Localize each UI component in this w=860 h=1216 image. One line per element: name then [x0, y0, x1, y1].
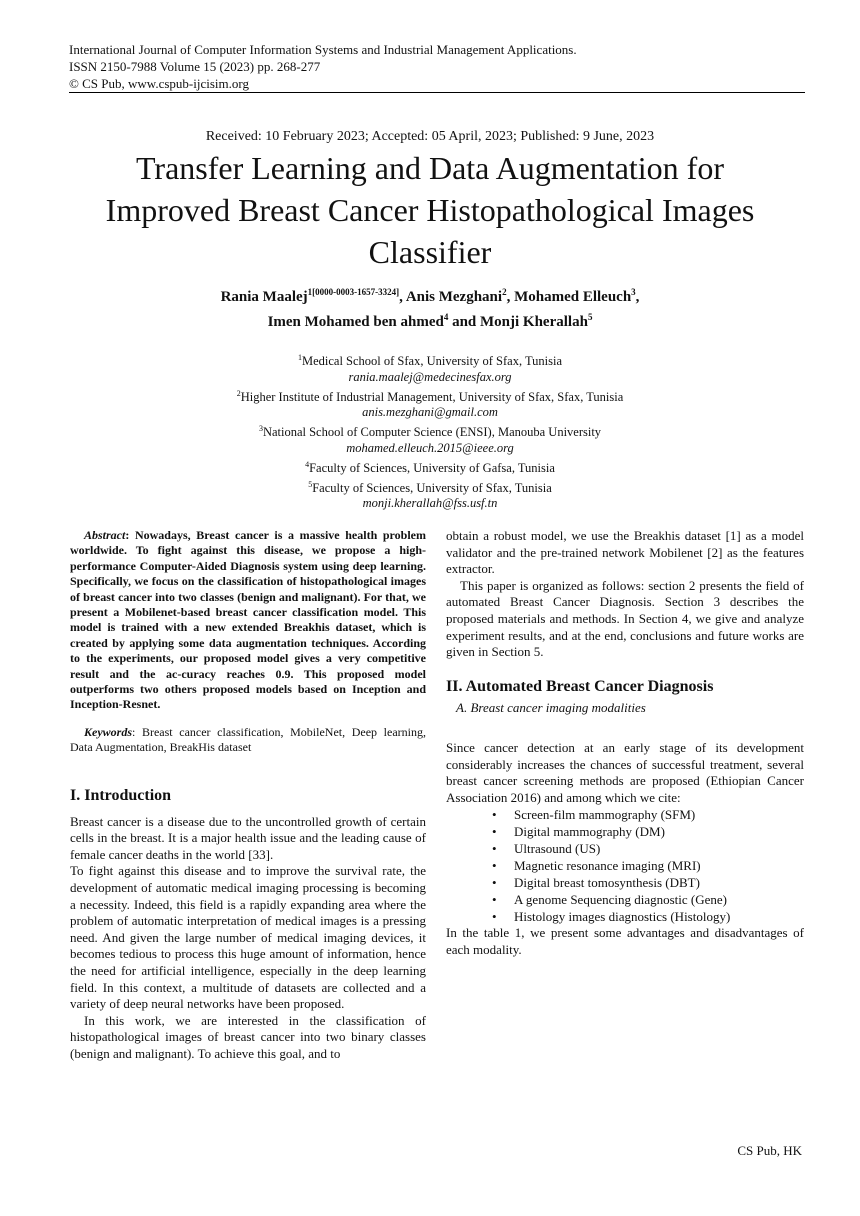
list-item: • Magnetic resonance imaging (MRI)	[446, 857, 804, 874]
list-item: • A genome Sequencing diagnostic (Gene)	[446, 891, 804, 908]
paragraph: To fight against this disease and to improve the survival rate, the development of automatic medical imaging processing is becoming a necessity. Indeed, this field is a rapidly expanding area where the problem of automatic interpretation of medical images is a pressing need. And given the large number of medical imaging devices, it becomes tedious to process this huge amount of information, hence the need for artificial intelligence, especially in the deep learning field. In this context, a multitude of datasets are collected and a variety of deep neural networks have been proposed.	[70, 863, 426, 1012]
title-line-1: Transfer Learning and Data Augmentation for	[136, 150, 724, 186]
introduction-section	[70, 788, 426, 1063]
subsection-heading: A. Breast cancer imaging modalities	[456, 700, 646, 716]
aff-text: National School of Computer Science (ENSI), Manouba University	[262, 425, 602, 440]
aff-sup: 2	[236, 388, 241, 398]
right-column	[446, 528, 804, 959]
affiliation	[0, 457, 860, 477]
author-name: , Anis Mezghani	[399, 289, 503, 305]
list-item: • Screen-film mammography (SFM)	[446, 806, 804, 823]
aff-sup: 3	[258, 424, 263, 434]
paragraph: This paper is organized as follows: section 2 presents the field of automated Breast Cancer Diagnosis. Section 3 describes the proposed materials and methods. In Section 4, we give and analyze experiment results, and at the end, conclusions and future works are given in Section 5.	[446, 577, 804, 660]
author-sup: 3	[631, 287, 636, 297]
paper-title	[40, 147, 820, 273]
keywords	[70, 725, 426, 756]
aff-email: monji.kherallah@fss.usf.tn	[362, 496, 498, 511]
aff-email: anis.mezghani@gmail.com	[362, 405, 498, 420]
aff-sup: 1	[297, 353, 302, 362]
author-name: Imen Mohamed ben ahmed	[267, 314, 444, 330]
affiliation	[0, 386, 860, 406]
author-sup: 1[0000-0003-1657-3324]	[307, 287, 400, 297]
affiliation	[0, 421, 860, 441]
aff-sup: 5	[308, 479, 313, 489]
author-sep: ,	[635, 289, 640, 305]
author-name: Rania Maalej	[220, 289, 308, 305]
aff-sup: 4	[305, 459, 310, 469]
author-sup: 4	[443, 312, 449, 322]
author-name: , Mohamed Elleuch	[506, 289, 632, 305]
aff-text: Faculty of Sciences, University of Gafsa, Tunisia	[309, 460, 555, 475]
aff-text: Higher Institute of Industrial Management, University of Sfax, Sfax, Tunisia	[240, 389, 624, 404]
aff-email: rania.maalej@medecinesfax.org	[348, 369, 512, 384]
section-heading: II. Automated Breast Cancer Diagnosis	[446, 677, 714, 695]
author-sup: 2	[502, 287, 507, 297]
paragraph: obtain a robust model, we use the Breakhis dataset [1] as a model validator and the pre-trained network Mobilenet [2] as the features extractor.	[446, 528, 804, 577]
paragraph: In the table 1, we present some advantages and disadvantages of each modality.	[446, 925, 804, 957]
list-item: • Digital breast tomosynthesis (DBT)	[446, 874, 804, 891]
list-item: • Histology images diagnostics (Histology)	[446, 908, 804, 925]
aff-text: Medical School of Sfax, University of Sfax, Tunisia	[301, 354, 563, 369]
keywords-text: : Breast cancer classification, MobileNet, Deep learning, Data Augmentation, BreakHis dataset	[70, 725, 426, 755]
paragraph: In this work, we are interested in the classification of histopathological images of breast cancer into two binary classes (benign and malignant). To achieve this goal, and to	[70, 1012, 426, 1061]
list-item: • Ultrasound (US)	[446, 840, 804, 857]
aff-email: mohamed.elleuch.2015@ieee.org	[346, 440, 514, 455]
author-list	[0, 282, 860, 332]
aff-text: Faculty of Sciences, University of Sfax, Tunisia	[312, 480, 552, 495]
title-line-3: Classifier	[368, 234, 492, 270]
title-line-2: Improved Breast Cancer Histopathological Images	[105, 192, 755, 228]
section-heading: I. Introduction	[70, 787, 172, 804]
publisher-line: © CS Pub, www.cspub-ijcisim.org	[69, 76, 249, 91]
header-rule	[69, 92, 805, 93]
paragraph: Since cancer detection at an early stage of its development considerably increases the chances of successful treatment, several breast cancer screening methods are proposed (Ethiopian Cancer Association 2016) and among which we cite:	[446, 739, 804, 805]
abstract-text: : Nowadays, Breast cancer is a massive health problem worldwide. To fight against this disease, we propose a high-performance Computer-Aided Diagnosis system using deep learning. Specifically, we focus on the classification of histopathological images of breast cancer into two classes (benign and malignant). For that, we present a Mobilenet-based breast cancer classification model. This model is trained with a new extended Breakhis dataset, which is created by applying some data augmentation techniques. According to the experiments, our proposed model gives a very competitive result and the ac-curacy reaches 0.9. This proposed model outperforms two others proposed models based on Inception and Inception-Resnet.	[70, 528, 426, 712]
paragraph: Breast cancer is a disease due to the uncontrolled growth of certain cells in the breast. It is a major health issue and the leading cause of female cancer deaths in the world [33].	[70, 813, 426, 862]
journal-name: International Journal of Computer Information Systems and Industrial Management Applications.	[69, 42, 577, 57]
affiliation	[0, 350, 860, 370]
affiliation	[0, 477, 860, 497]
publication-dates: Received: 10 February 2023; Accepted: 05 April, 2023; Published: 9 June, 2023	[205, 129, 655, 144]
author-sup: 5	[587, 312, 593, 322]
list-item: • Digital mammography (DM)	[446, 823, 804, 840]
abstract-label: Abstract	[84, 528, 126, 542]
page-footer: CS Pub, HK	[737, 1143, 802, 1158]
abstract	[70, 528, 426, 713]
keywords-label: Keywords	[84, 725, 132, 739]
issn-line: ISSN 2150-7988 Volume 15 (2023) pp. 268-277	[69, 59, 321, 74]
modality-list	[446, 806, 804, 925]
affiliations	[0, 350, 860, 512]
author-name: and Monji Kherallah	[448, 314, 588, 330]
